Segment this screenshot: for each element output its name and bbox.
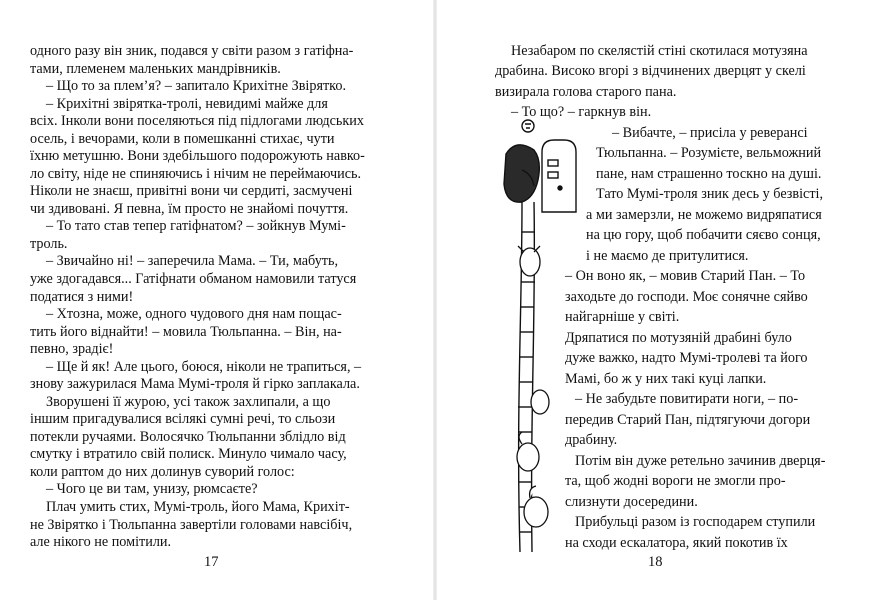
text-line: Дряпатися по мотузяній драбині було [565, 330, 792, 346]
text-line: найгарніше у світі. [565, 309, 680, 325]
page-number: 17 [204, 554, 219, 570]
text-line: – Он воно як, – мовив Старий Пан. – То [565, 268, 806, 284]
text-line: не Звірятко і Тюльпанна завертіли головами навсібіч, [30, 516, 353, 533]
text-line: троль. [30, 235, 68, 252]
text-line: одного разу він зник, подався у світи разом з гатіфна- [30, 43, 354, 59]
text-line: – Ще й як! Але цього, боюся, ніколи не трапиться, – [46, 358, 362, 375]
text-line: – То що? – гаркнув він. [511, 104, 652, 120]
text-line: і не маємо де притулитися. [586, 248, 749, 264]
text-line: але нікого не помітили. [30, 534, 172, 550]
text-line: – Звичайно ні! – заперечила Мама. – Ти, мабуть, [46, 253, 339, 270]
text-line: Плач умить стих, Мумі-троль, його Мама, Крихіт- [46, 498, 350, 515]
text-line: заходьте до господи. Моє сонячне сяйво [565, 289, 808, 305]
text-line: уже здогадався... Гатіфнати обманом намовили татуся [30, 271, 357, 287]
text-line: – То тато став тепер гатіфнатом? – зойкнув Мумі- [46, 218, 346, 235]
text-line: на сходи ескалатора, який покотив їх [565, 535, 788, 551]
text-line: потекли ручаями. Волосячко Тюльпанни зблідло від [30, 428, 346, 445]
text-line: визирала голова старого пана. [495, 84, 677, 100]
text-line: Тато Мумі-троля зник десь у безвісті, [596, 186, 824, 202]
text-line: чи здивовані. Я певна, їм просто не знайомі почуття. [30, 200, 349, 217]
text-line: всіх. Інколи вони поселяються під підлогами людських [30, 113, 364, 130]
text-line: їхню метушню. Вони здебільшого подорожують навко- [30, 148, 365, 165]
text-line: драбина. Високо вгорі з відчинених дверцят у скелі [495, 63, 806, 79]
text-line: – Що то за плем’я? – запитало Крихітне Звірятко. [46, 78, 346, 95]
text-line: пане, нам страшенно тоскно на душі. [596, 166, 822, 182]
text-line: Прибульці разом із господарем ступили [575, 514, 816, 530]
text-line: тами, племенем маленьких мандрівників. [30, 60, 281, 77]
page-number: 18 [648, 554, 663, 570]
text-line: та, щоб жодні вороги не змогли про- [565, 473, 786, 489]
text-line: слизнути досередини. [565, 494, 698, 510]
text-line: смутку і втратило свій полиск. Минуло чимало часу, [30, 446, 347, 463]
text-line: іншим пригадувалися всілякі сумні речі, то сльози [30, 411, 336, 428]
door-shape [542, 140, 576, 212]
text-line: податися з ними! [30, 288, 134, 305]
ladder-illustration [500, 112, 580, 572]
text-line: осель, і вечорами, коли в помешканні стихає, чути [30, 130, 335, 147]
text-line: – Не забудьте повитирати ноги, – по- [575, 391, 799, 407]
text-line: знову зажурилася Мама Мумі-троля й гірко заплакала. [30, 376, 360, 393]
text-line: драбину. [565, 432, 618, 448]
text-line: Зворушені її журою, усі також захлипали, а що [46, 393, 331, 410]
text-line: – Вибачте, – присіла у реверансі [612, 125, 808, 141]
text-line: передив Старий Пан, підтягуючи догори [565, 412, 811, 428]
text-line: – Крихітні звірятка-тролі, невидимі майже для [46, 95, 328, 112]
text-line: Мамі, бо ж у них такі куці лапки. [565, 371, 767, 387]
text-line: коли раптом до них долинув суворий голос: [30, 463, 295, 480]
text-line: Тюльпанна. – Розумієте, вельможний [596, 145, 822, 161]
text-line: дуже важко, надто Мумі-тролеві та його [565, 350, 808, 366]
text-line: ло світу, ніде не спиняючись і нічим не переймаючись. [30, 165, 362, 182]
text-line: певно, зрадіє! [30, 341, 114, 358]
text-line: Незабаром по скелястій стіні скотилася мотузяна [511, 43, 808, 59]
text-line: тить його віднайти! – мовила Тюльпанна. – Він, на- [30, 323, 342, 340]
text-line: на цю гору, щоб побачити сяєво сонця, [586, 227, 821, 243]
text-line: – Хтозна, може, одного чудового дня нам пощас- [46, 306, 342, 322]
text-line: – Чого це ви там, унизу, рюмсаєте? [46, 481, 258, 498]
text-line: Ніколи не знаєш, привітні вони чи сердиті, засмучені [30, 183, 353, 200]
text-line: а ми замерзли, не можемо видряпатися [586, 207, 822, 223]
text-line: Потім він дуже ретельно зачинив дверця- [575, 453, 826, 469]
